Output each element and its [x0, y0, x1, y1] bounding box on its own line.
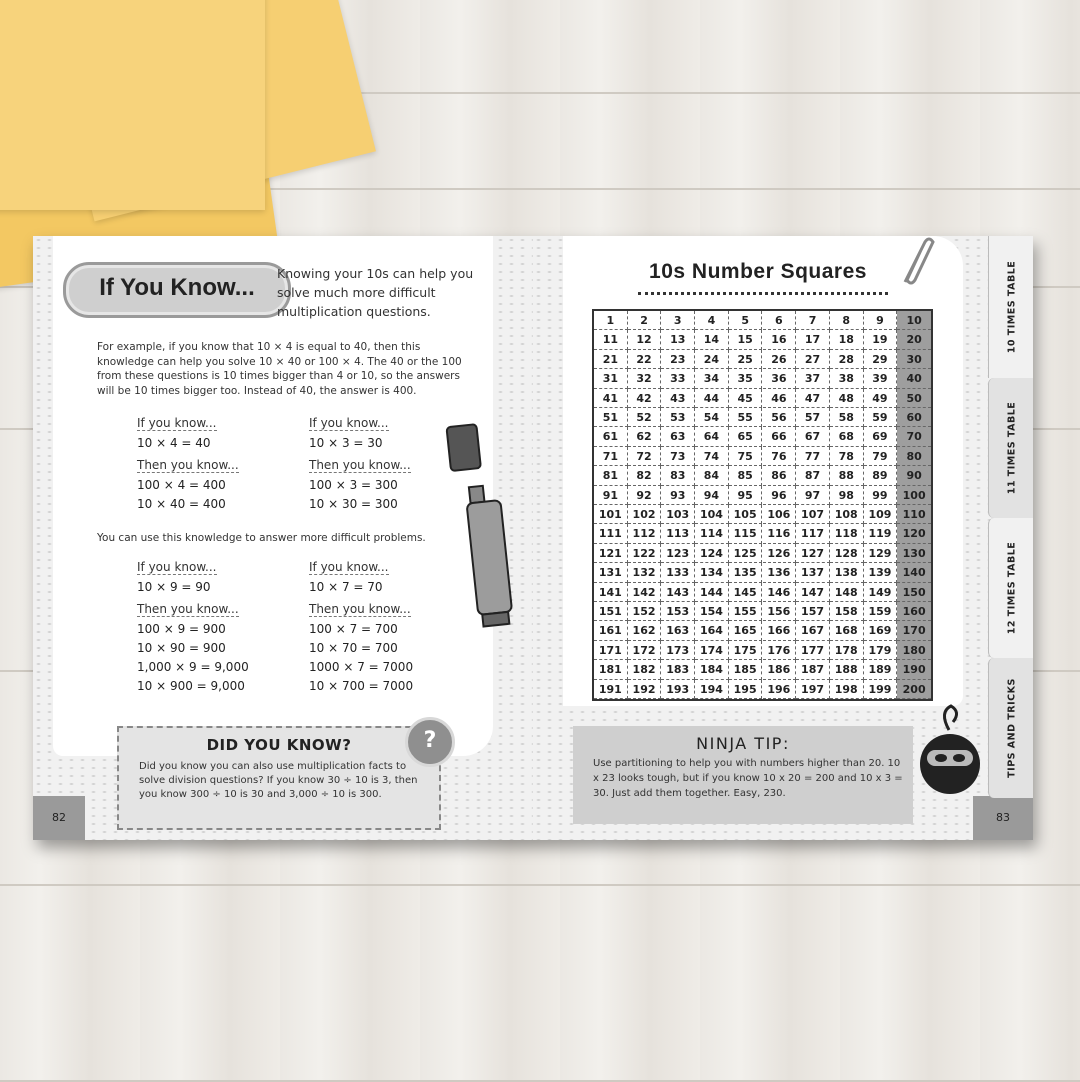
example-block	[137, 416, 239, 514]
number-cell: 134	[695, 563, 729, 582]
number-cell: 146	[763, 583, 797, 602]
number-cell: 100	[897, 486, 931, 505]
number-cell: 113	[661, 524, 695, 543]
number-cell: 6	[763, 311, 797, 330]
number-cell: 155	[729, 602, 763, 621]
number-cell: 148	[830, 583, 864, 602]
wood-plank	[0, 886, 1080, 1082]
number-cell: 171	[594, 641, 628, 660]
number-cell: 26	[763, 350, 797, 369]
number-cell: 142	[628, 583, 662, 602]
number-cell: 103	[661, 505, 695, 524]
title-underline	[638, 292, 888, 295]
number-cell: 184	[695, 660, 729, 679]
number-cell: 167	[796, 621, 830, 640]
paperclip-icon	[895, 236, 935, 288]
number-cell: 65	[729, 427, 763, 446]
number-cell: 110	[897, 505, 931, 524]
number-cell: 164	[695, 621, 729, 640]
number-cell: 14	[695, 330, 729, 349]
number-cell: 38	[830, 369, 864, 388]
number-cell: 141	[594, 583, 628, 602]
number-cell: 154	[695, 602, 729, 621]
highlighter-pen-illustration	[443, 416, 523, 636]
number-cell: 75	[729, 447, 763, 466]
number-cell: 196	[763, 680, 797, 699]
number-cell: 112	[628, 524, 662, 543]
equation: 10 × 9 = 90	[137, 580, 211, 594]
equation: 10 × 7 = 70	[309, 580, 383, 594]
equation: 10 × 3 = 30	[309, 436, 383, 450]
equation: 10 × 4 = 40	[137, 436, 211, 450]
number-cell: 47	[796, 389, 830, 408]
number-cell: 122	[628, 544, 662, 563]
number-cell: 161	[594, 621, 628, 640]
did-you-know-title: DID YOU KNOW?	[206, 736, 352, 754]
number-cell: 156	[763, 602, 797, 621]
number-cell: 35	[729, 369, 763, 388]
number-cell: 27	[796, 350, 830, 369]
page-number-text: 83	[996, 811, 1010, 824]
number-cell: 37	[796, 369, 830, 388]
number-cell: 198	[830, 680, 864, 699]
number-cell: 124	[695, 544, 729, 563]
number-cell: 76	[763, 447, 797, 466]
number-cell: 84	[695, 466, 729, 485]
number-cell: 24	[695, 350, 729, 369]
number-cell: 179	[864, 641, 898, 660]
number-cell: 56	[763, 408, 797, 427]
number-cell: 176	[763, 641, 797, 660]
if-you-know-label: If you know...	[309, 560, 389, 574]
section-tabs	[988, 236, 1033, 840]
equation: 100 × 3 = 300	[309, 478, 398, 492]
page-number-text: 82	[52, 811, 66, 824]
number-cell: 23	[661, 350, 695, 369]
number-cell: 107	[796, 505, 830, 524]
number-cell: 166	[763, 621, 797, 640]
number-cell: 150	[897, 583, 931, 602]
number-cell: 152	[628, 602, 662, 621]
number-cell: 139	[864, 563, 898, 582]
grid-title: 10s Number Squares	[649, 260, 867, 283]
number-cell: 73	[661, 447, 695, 466]
number-cell: 55	[729, 408, 763, 427]
then-you-know-label: Then you know...	[309, 458, 411, 472]
number-cell: 12	[628, 330, 662, 349]
number-cell: 33	[661, 369, 695, 388]
number-cell: 183	[661, 660, 695, 679]
number-cell: 193	[661, 680, 695, 699]
number-cell: 5	[729, 311, 763, 330]
number-cell: 109	[864, 505, 898, 524]
number-cell: 4	[695, 311, 729, 330]
number-cell: 173	[661, 641, 695, 660]
number-cell: 29	[864, 350, 898, 369]
number-cell: 11	[594, 330, 628, 349]
number-cell: 19	[864, 330, 898, 349]
number-cell: 31	[594, 369, 628, 388]
number-cell: 18	[830, 330, 864, 349]
number-cell: 93	[661, 486, 695, 505]
number-cell: 34	[695, 369, 729, 388]
number-cell: 126	[763, 544, 797, 563]
number-cell: 151	[594, 602, 628, 621]
number-cell: 89	[864, 466, 898, 485]
number-cell: 174	[695, 641, 729, 660]
number-cell: 186	[763, 660, 797, 679]
number-cell: 111	[594, 524, 628, 543]
number-cell: 68	[830, 427, 864, 446]
number-cell: 101	[594, 505, 628, 524]
equation: 10 × 70 = 700	[309, 641, 398, 655]
number-cell: 40	[897, 369, 931, 388]
number-cell: 162	[628, 621, 662, 640]
page-number	[33, 796, 85, 840]
then-you-know-label: Then you know...	[137, 602, 239, 616]
page-title-bubble	[63, 262, 291, 318]
number-cell: 32	[628, 369, 662, 388]
ninja-tip-body: Use partitioning to help you with numbers higher than 20. 10 x 23 looks tough, but if you know 10 x 20 = 200 and 10 x 3 = 30. Just add them together. Easy, 230.	[593, 758, 903, 799]
number-cell: 57	[796, 408, 830, 427]
number-cell: 88	[830, 466, 864, 485]
number-cell: 185	[729, 660, 763, 679]
number-cell: 90	[897, 466, 931, 485]
number-cell: 81	[594, 466, 628, 485]
tab-tips-and-tricks[interactable]	[988, 658, 1033, 798]
number-cell: 191	[594, 680, 628, 699]
number-cell: 63	[661, 427, 695, 446]
number-cell: 180	[897, 641, 931, 660]
number-cell: 106	[763, 505, 797, 524]
equation: 10 × 30 = 300	[309, 497, 398, 511]
number-cell: 52	[628, 408, 662, 427]
number-cell: 9	[864, 311, 898, 330]
did-you-know-box	[117, 726, 441, 830]
number-cell: 114	[695, 524, 729, 543]
number-cell: 2	[628, 311, 662, 330]
number-cell: 192	[628, 680, 662, 699]
number-cell: 69	[864, 427, 898, 446]
number-cell: 132	[628, 563, 662, 582]
tab-label: 12 TIMES TABLE	[1006, 541, 1017, 635]
number-cell: 61	[594, 427, 628, 446]
example-block	[309, 416, 411, 514]
number-cell: 16	[763, 330, 797, 349]
number-cell: 79	[864, 447, 898, 466]
number-cell: 72	[628, 447, 662, 466]
number-cell: 66	[763, 427, 797, 446]
then-you-know-label: Then you know...	[309, 602, 411, 616]
number-cell: 60	[897, 408, 931, 427]
number-cell: 137	[796, 563, 830, 582]
ninja-tip-box	[573, 726, 913, 824]
transition-text: You can use this knowledge to answer more difficult problems.	[97, 532, 426, 544]
number-cell: 28	[830, 350, 864, 369]
number-cell: 39	[864, 369, 898, 388]
number-cell: 85	[729, 466, 763, 485]
number-cell: 135	[729, 563, 763, 582]
number-cell: 120	[897, 524, 931, 543]
number-cell: 67	[796, 427, 830, 446]
tab-11-times-table[interactable]	[988, 378, 1033, 518]
number-cell: 87	[796, 466, 830, 485]
sticky-note	[0, 0, 265, 210]
intro-text: Knowing your 10s can help you solve much more difficult multiplication questions.	[277, 266, 474, 319]
number-cell: 17	[796, 330, 830, 349]
number-cell: 170	[897, 621, 931, 640]
number-cell: 123	[661, 544, 695, 563]
number-cell: 189	[864, 660, 898, 679]
number-cell: 131	[594, 563, 628, 582]
number-cell: 169	[864, 621, 898, 640]
number-cell: 77	[796, 447, 830, 466]
number-cell: 7	[796, 311, 830, 330]
number-cell: 175	[729, 641, 763, 660]
number-cell: 30	[897, 350, 931, 369]
page-title: If You Know...	[99, 274, 255, 301]
book-spread	[33, 236, 1033, 840]
number-cell: 51	[594, 408, 628, 427]
number-cell: 144	[695, 583, 729, 602]
number-cell: 145	[729, 583, 763, 602]
number-cell: 13	[661, 330, 695, 349]
equation: 100 × 9 = 900	[137, 622, 226, 636]
number-cell: 158	[830, 602, 864, 621]
number-cell: 129	[864, 544, 898, 563]
number-cell: 165	[729, 621, 763, 640]
ninja-tip-title: NINJA TIP:	[696, 734, 790, 753]
number-cell: 91	[594, 486, 628, 505]
number-cell: 71	[594, 447, 628, 466]
number-cell: 45	[729, 389, 763, 408]
number-cell: 190	[897, 660, 931, 679]
left-page	[33, 236, 533, 840]
number-cell: 58	[830, 408, 864, 427]
number-cell: 25	[729, 350, 763, 369]
number-cell: 20	[897, 330, 931, 349]
number-cell: 199	[864, 680, 898, 699]
number-cell: 92	[628, 486, 662, 505]
number-cell: 195	[729, 680, 763, 699]
number-cell: 159	[864, 602, 898, 621]
number-cell: 8	[830, 311, 864, 330]
tab-label: TIPS AND TRICKS	[1006, 678, 1017, 778]
equation: 100 × 7 = 700	[309, 622, 398, 636]
number-cell: 118	[830, 524, 864, 543]
number-cell: 96	[763, 486, 797, 505]
number-cell: 43	[661, 389, 695, 408]
number-cell: 94	[695, 486, 729, 505]
number-cell: 46	[763, 389, 797, 408]
number-cell: 62	[628, 427, 662, 446]
equation: 1,000 × 9 = 9,000	[137, 660, 249, 674]
number-cell: 117	[796, 524, 830, 543]
number-cell: 121	[594, 544, 628, 563]
number-cell: 125	[729, 544, 763, 563]
number-cell: 3	[661, 311, 695, 330]
number-cell: 105	[729, 505, 763, 524]
example-block	[137, 560, 249, 696]
equation: 10 × 700 = 7000	[309, 679, 414, 693]
number-cell: 74	[695, 447, 729, 466]
number-cell: 15	[729, 330, 763, 349]
number-cell: 197	[796, 680, 830, 699]
number-cell: 177	[796, 641, 830, 660]
did-you-know-body: Did you know you can also use multiplication facts to solve division questions? If you know 30 ÷ 10 is 3, then you know 300 ÷ 10 is 30 and 3,000 ÷ 10 is 300.	[139, 761, 418, 800]
tab-10-times-table[interactable]	[988, 236, 1033, 378]
number-cell: 48	[830, 389, 864, 408]
number-cell: 160	[897, 602, 931, 621]
if-you-know-label: If you know...	[137, 560, 217, 574]
equation: 10 × 40 = 400	[137, 497, 226, 511]
number-cell: 119	[864, 524, 898, 543]
number-cell: 49	[864, 389, 898, 408]
ninja-mascot-icon	[917, 702, 983, 806]
equation: 100 × 4 = 400	[137, 478, 226, 492]
number-cell: 102	[628, 505, 662, 524]
if-you-know-label: If you know...	[309, 416, 389, 430]
number-cell: 44	[695, 389, 729, 408]
number-cell: 10	[897, 311, 931, 330]
number-cell: 128	[830, 544, 864, 563]
number-cell: 97	[796, 486, 830, 505]
tab-label: 10 TIMES TABLE	[1006, 260, 1017, 354]
number-cell: 22	[628, 350, 662, 369]
number-cell: 138	[830, 563, 864, 582]
number-cell: 54	[695, 408, 729, 427]
number-cell: 80	[897, 447, 931, 466]
number-cell: 200	[897, 680, 931, 699]
number-cell: 98	[830, 486, 864, 505]
question-mark-icon: ?	[405, 717, 455, 767]
number-cell: 157	[796, 602, 830, 621]
number-cell: 130	[897, 544, 931, 563]
equation: 10 × 900 = 9,000	[137, 679, 245, 693]
number-cell: 115	[729, 524, 763, 543]
number-cell: 181	[594, 660, 628, 679]
number-cell: 136	[763, 563, 797, 582]
number-cell: 42	[628, 389, 662, 408]
number-cell: 140	[897, 563, 931, 582]
number-cell: 86	[763, 466, 797, 485]
number-cell: 95	[729, 486, 763, 505]
number-cell: 50	[897, 389, 931, 408]
number-cell: 64	[695, 427, 729, 446]
example-block	[309, 560, 413, 696]
number-cell: 153	[661, 602, 695, 621]
equation: 1000 × 7 = 7000	[309, 660, 414, 674]
number-cell: 104	[695, 505, 729, 524]
number-cell: 133	[661, 563, 695, 582]
number-cell: 83	[661, 466, 695, 485]
number-cell: 108	[830, 505, 864, 524]
number-cell: 172	[628, 641, 662, 660]
if-you-know-label: If you know...	[137, 416, 217, 430]
number-cell: 168	[830, 621, 864, 640]
number-cell: 149	[864, 583, 898, 602]
equation: 10 × 90 = 900	[137, 641, 226, 655]
number-cell: 163	[661, 621, 695, 640]
number-square-grid	[592, 309, 933, 701]
number-cell: 41	[594, 389, 628, 408]
number-cell: 178	[830, 641, 864, 660]
number-cell: 53	[661, 408, 695, 427]
number-cell: 188	[830, 660, 864, 679]
number-cell: 36	[763, 369, 797, 388]
number-cell: 70	[897, 427, 931, 446]
tab-12-times-table[interactable]	[988, 518, 1033, 658]
number-cell: 99	[864, 486, 898, 505]
number-cell: 182	[628, 660, 662, 679]
right-page	[533, 236, 1033, 840]
number-cell: 194	[695, 680, 729, 699]
number-cell: 78	[830, 447, 864, 466]
number-cell: 116	[763, 524, 797, 543]
number-cell: 143	[661, 583, 695, 602]
number-cell: 82	[628, 466, 662, 485]
number-cell: 127	[796, 544, 830, 563]
number-cell: 1	[594, 311, 628, 330]
number-cell: 21	[594, 350, 628, 369]
number-cell: 59	[864, 408, 898, 427]
example-paragraph: For example, if you know that 10 × 4 is equal to 40, then this knowledge can help you solve 10 × 40 or 100 × 4. The 40 or the 100 from these questions is 10 times bigger than 4 or 10, so the answers will be 10 times bigger too. Instead of 40, the answer is 400.	[97, 341, 462, 397]
then-you-know-label: Then you know...	[137, 458, 239, 472]
tab-label: 11 TIMES TABLE	[1006, 401, 1017, 495]
number-cell: 147	[796, 583, 830, 602]
number-cell: 187	[796, 660, 830, 679]
